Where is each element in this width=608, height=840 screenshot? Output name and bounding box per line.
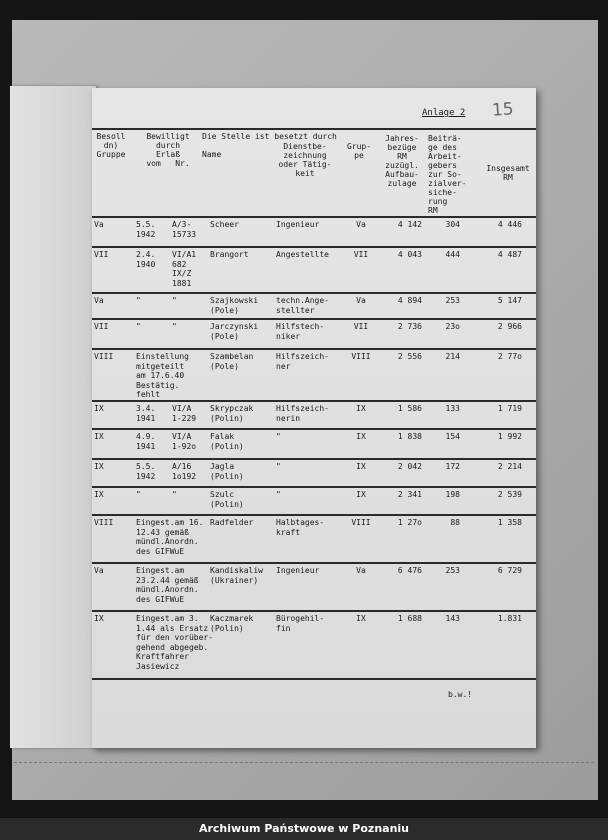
row-11-title: Ingenieur — [276, 566, 320, 575]
row-5-annual: 2 556 — [397, 352, 422, 361]
row-6-total: 1 719 — [497, 404, 522, 413]
row-1-date: 5.5. 1942 — [136, 220, 156, 239]
row-5-group: VIII — [94, 352, 114, 361]
archive-footer: Archiwum Państwowe w Poznaniu — [0, 818, 608, 840]
row-8-contrib: 172 — [445, 462, 460, 471]
row-8-annual: 2 042 — [397, 462, 422, 471]
row-divider — [92, 514, 536, 516]
row-10-annual: 1 27o — [397, 518, 422, 527]
row-12-group: IX — [94, 614, 104, 623]
row-10-contrib: 88 — [450, 518, 460, 527]
row-4-total: 2 966 — [497, 322, 522, 331]
document-sheet — [92, 88, 536, 748]
row-3-annual: 4 894 — [397, 296, 422, 305]
row-4-group: VII — [94, 322, 109, 331]
row-8-grp: IX — [356, 462, 366, 471]
row-divider — [92, 458, 536, 460]
row-5-title: Hilfszeich- ner — [276, 352, 329, 371]
row-6-name: Skrypczak (Polin) — [210, 404, 254, 423]
row-3-group: Va — [94, 296, 104, 305]
header-group-2: Grup- pe — [346, 142, 372, 160]
row-4-contrib: 23o — [445, 322, 460, 331]
row-1-group: Va — [94, 220, 104, 229]
row-7-title: " — [276, 432, 281, 441]
row-divider — [92, 292, 536, 294]
row-9-title: " — [276, 490, 281, 499]
row-4-title: Hilfstech- niker — [276, 322, 325, 341]
row-2-annual: 4 043 — [397, 250, 422, 259]
row-divider — [92, 610, 536, 612]
row-6-grp: IX — [356, 404, 366, 413]
row-7-total: 1 992 — [497, 432, 522, 441]
row-4-date: " — [136, 322, 141, 331]
row-9-nr: " — [172, 490, 177, 499]
row-7-annual: 1 838 — [397, 432, 422, 441]
row-divider — [92, 562, 536, 564]
row-11-grp: Va — [356, 566, 366, 575]
row-10-date: Eingest.am 16. 12.43 gemäß mündl.Anordn. des GIFWuE — [136, 518, 204, 556]
header-granted: Bewilligt durch Erlaß vom Nr. — [146, 132, 190, 168]
row-12-date: Eingest.am 3. 1.44 als Ersatz für den vorüber- gehend abgegeb. Kraftfahrer Jasiewicz — [136, 614, 214, 671]
header-employer-contrib: Beiträ- ge des Arbeit- gebers zur So- zialver- siche- rung RM — [428, 134, 467, 215]
row-9-total: 2 539 — [497, 490, 522, 499]
row-10-total: 1 358 — [497, 518, 522, 527]
continued-note: b.w.! — [448, 690, 473, 699]
row-11-total: 6 729 — [497, 566, 522, 575]
row-6-annual: 1 586 — [397, 404, 422, 413]
row-1-nr: A/3- 15733 — [172, 220, 197, 239]
row-5-date: Einstellung mitgeteilt am 17.6.40 Bestätig. fehlt — [136, 352, 189, 399]
row-1-total: 4 446 — [497, 220, 522, 229]
film-edge-line — [14, 762, 594, 763]
header-annual: Jahres- bezüge RM zuzügl. Aufbau- zulage — [385, 134, 419, 188]
header-bottom-rule — [92, 216, 536, 218]
row-8-group: IX — [94, 462, 104, 471]
row-7-group: IX — [94, 432, 104, 441]
row-12-annual: 1 688 — [397, 614, 422, 623]
row-divider — [92, 246, 536, 248]
row-2-name: Brangort — [210, 250, 249, 259]
row-7-name: Falak (Polin) — [210, 432, 244, 451]
row-10-group: VIII — [94, 518, 114, 527]
row-11-date: Eingest.am 23.2.44 gemäß mündl.Anordn. des GIFWuE — [136, 566, 199, 604]
row-2-nr: VI/A1 682 IX/Z 1881 — [172, 250, 197, 288]
header-title: Dienstbe- zeichnung oder Tätig- keit — [278, 142, 332, 178]
row-3-nr: " — [172, 296, 177, 305]
row-1-title: Ingenieur — [276, 220, 320, 229]
row-9-name: Szulc (Polin) — [210, 490, 244, 509]
row-11-annual: 6 476 — [397, 566, 422, 575]
row-6-nr: VI/A 1-229 — [172, 404, 197, 423]
row-2-total: 4 487 — [497, 250, 522, 259]
row-8-total: 2 214 — [497, 462, 522, 471]
row-7-nr: VI/A 1-92o — [172, 432, 197, 451]
row-3-grp: Va — [356, 296, 366, 305]
row-7-contrib: 154 — [445, 432, 460, 441]
row-10-grp: VIII — [351, 518, 371, 527]
row-12-total: 1.831 — [497, 614, 522, 623]
row-divider — [92, 678, 536, 680]
row-2-contrib: 444 — [445, 250, 460, 259]
row-5-contrib: 214 — [445, 352, 460, 361]
row-8-date: 5.5. 1942 — [136, 462, 156, 481]
row-2-date: 2.4. 1940 — [136, 250, 156, 269]
header-group: Besoll dn) Gruppe — [96, 132, 126, 159]
annex-label: Anlage 2 — [422, 108, 466, 118]
row-5-total: 2 77o — [497, 352, 522, 361]
row-6-title: Hilfszeich- nerin — [276, 404, 329, 423]
row-7-date: 4.9. 1941 — [136, 432, 156, 451]
row-divider — [92, 400, 536, 402]
header-total: Insgesamt RM — [486, 164, 530, 182]
row-2-title: Angestellte — [276, 250, 329, 259]
row-11-group: Va — [94, 566, 104, 575]
row-11-name: Kandiskaliw (Ukrainer) — [210, 566, 263, 585]
row-8-nr: A/16 1o192 — [172, 462, 197, 481]
row-divider — [92, 318, 536, 320]
row-10-title: Halbtages- kraft — [276, 518, 325, 537]
row-5-grp: VIII — [351, 352, 371, 361]
folder-tab-strip — [10, 86, 96, 748]
row-divider — [92, 428, 536, 430]
row-5-name: Szambelan (Pole) — [210, 352, 254, 371]
row-12-contrib: 143 — [445, 614, 460, 623]
row-4-annual: 2 736 — [397, 322, 422, 331]
row-4-grp: VII — [353, 322, 369, 331]
header-name: Die Stelle ist besetzt durch Name — [202, 132, 337, 159]
row-3-title: techn.Ange- stellter — [276, 296, 329, 315]
row-12-name: Kaczmarek (Polin) — [210, 614, 254, 633]
row-12-grp: IX — [356, 614, 366, 623]
row-4-name: Jarczynski (Pole) — [210, 322, 259, 341]
row-8-title: " — [276, 462, 281, 471]
row-3-total: 5 147 — [497, 296, 522, 305]
row-8-name: Jagla (Polin) — [210, 462, 244, 481]
row-9-grp: IX — [356, 490, 366, 499]
row-6-date: 3.4. 1941 — [136, 404, 156, 423]
row-9-group: IX — [94, 490, 104, 499]
row-12-title: Bürogehil- fin — [276, 614, 325, 633]
row-1-annual: 4 142 — [397, 220, 422, 229]
row-9-date: " — [136, 490, 141, 499]
row-11-contrib: 253 — [445, 566, 460, 575]
row-2-grp: VII — [353, 250, 369, 259]
row-3-date: " — [136, 296, 141, 305]
page-number: 15 — [491, 99, 515, 121]
row-6-group: IX — [94, 404, 104, 413]
row-1-grp: Va — [356, 220, 366, 229]
row-4-nr: " — [172, 322, 177, 331]
row-3-contrib: 253 — [445, 296, 460, 305]
row-10-name: Radfelder — [210, 518, 254, 527]
row-6-contrib: 133 — [445, 404, 460, 413]
row-divider — [92, 486, 536, 488]
row-1-name: Scheer — [210, 220, 239, 229]
row-9-contrib: 198 — [445, 490, 460, 499]
row-9-annual: 2 341 — [397, 490, 422, 499]
row-divider — [92, 348, 536, 350]
row-2-group: VII — [94, 250, 109, 259]
row-3-name: Szajkowski (Pole) — [210, 296, 259, 315]
row-1-contrib: 304 — [445, 220, 460, 229]
table-top-rule — [92, 128, 536, 130]
row-7-grp: IX — [356, 432, 366, 441]
